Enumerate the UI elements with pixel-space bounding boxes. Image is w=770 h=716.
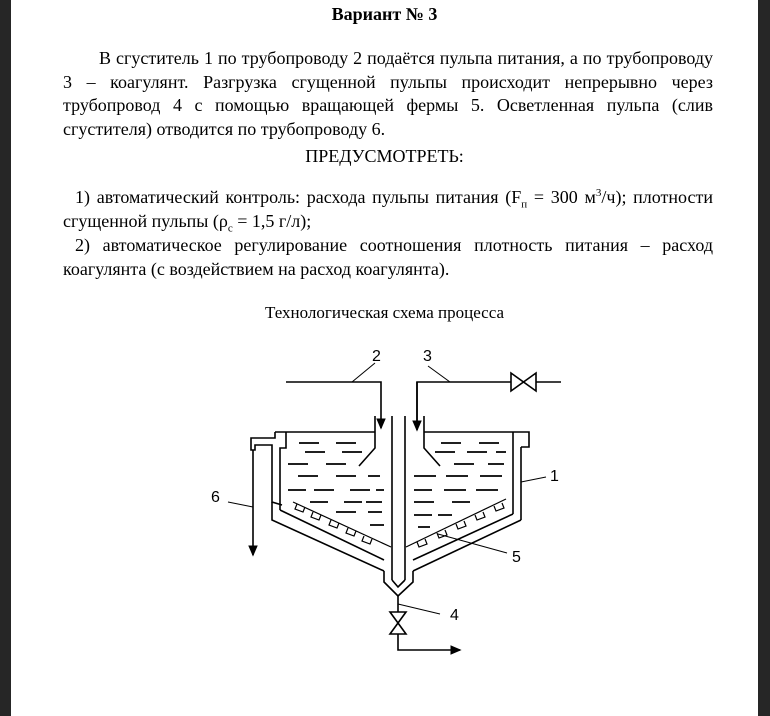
label-overflow-pipe: 6: [211, 489, 220, 506]
flow-unit: /ч); плотности сгущенной пульпы (ρ: [63, 187, 713, 231]
flow-superscript: 3: [595, 187, 602, 199]
page-title: Вариант № 3: [331, 4, 438, 24]
label-coagulant-pipe: 3: [423, 348, 432, 365]
label-discharge-pipe: 4: [450, 607, 459, 624]
coagulant-pipe-3: [417, 366, 561, 430]
requirements-heading: ПРЕДУСМОТРЕТЬ:: [305, 146, 464, 166]
thickener-tank-1: [251, 432, 529, 596]
label-feed-pipe: 2: [372, 348, 381, 365]
coagulant-valve-icon[interactable]: [511, 373, 536, 391]
label-thickener: 1: [550, 468, 559, 485]
diagram-caption: Технологическая схема процесса: [264, 303, 505, 322]
label-rotating-truss: 5: [512, 549, 521, 566]
flow-value: = 300 м: [527, 187, 596, 207]
feed-well: [359, 416, 440, 466]
overflow-pipe-6: [228, 450, 253, 555]
feed-pipe-2: [286, 363, 381, 428]
density-subscript: с: [227, 222, 233, 235]
density-value: = 1,5 г/л);: [232, 210, 312, 231]
requirement-item-2: 2) автоматическое регулирование соотношения плотность питания – расход коагулянта (с воздействием на расход коагулянта).: [63, 235, 713, 279]
discharge-valve-icon[interactable]: [390, 612, 406, 634]
flow-subscript: п: [521, 198, 528, 211]
requirement-1-prefix: 1) автоматический контроль: расхода пульпы питания (F: [75, 187, 522, 207]
central-shaft: [392, 416, 405, 580]
task-description: В сгуститель 1 по трубопроводу 2 подаётся пульпа питания, а по трубопроводу 3 – коагулянт. Разгрузка сгущенной пульпы происходит непрерывно через трубопровод 4 с помощью вращающей фермы 5. Осветленная пульпа (слив сгустителя) отводится по трубопроводу 6.: [63, 48, 713, 139]
